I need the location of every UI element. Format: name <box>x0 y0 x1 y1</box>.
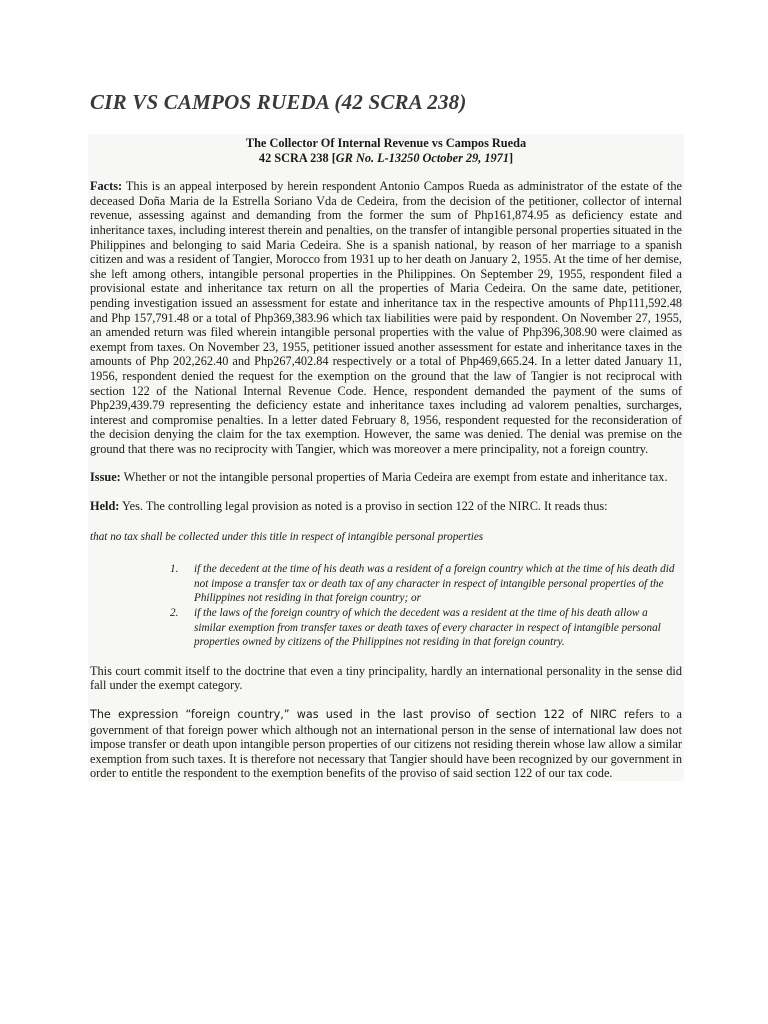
list-item <box>170 606 682 650</box>
issue-paragraph <box>90 470 682 485</box>
list-item-text: if the laws of the foreign country of which the decedent was a resident at the time of his death allow a similar exemption from transfer taxes or death taxes of every character in respect of intangible personal properties owned by citizens of the Philippines not residing in that foreign country. <box>194 607 661 649</box>
expression-rest: fers to a government of that foreign power which although not an international person in the sense of international law does not impose transfer or death upon intangible person properties of our citizens not residing therein whose law allow a similar exemption from such taxes. It is therefore not necessary that Tangier should have been recognized by our government in order to entitle the respondent to the exemption benefits of the proviso of said section 122 of our tax code. <box>90 707 683 781</box>
list-item-number: 1. <box>170 563 179 576</box>
document-title: CIR VS CAMPOS RUEDA (42 SCRA 238) <box>90 90 467 114</box>
facts-text: This is an appeal interposed by herein respondent Antonio Campos Rueda as administrator of the estate of the deceased Doña Maria de la Estrella Soriano Vda de Cedeira, from the decision of the petitioner, collector of internal revenue, assessing against and demanding from the former the sum of Php161,874.95 as deficiency estate and inheritance taxes, including interest therein and penalties, on the transfer of intangible personal properties situated in the Philippines and belonging to said Maria Cedeira. She is a spanish national, by reason of her marriage to a spanish citizen and was a resident of Tangier, Morocco from 1931 up to her death on January 2, 1955. At the time of her demise, she left among others, intangible personal properties in the Philippines. On September 29, 1955, respondent filed a provisional estate and inheritance tax return on all the properties of Maria Cedeira. On the same date, petitioner, pending investigation issued an assessment for estate and inheritance tax in the respective amounts of Php111,592.48 and Php 157,791.48 or a total of Php369,383.96 which tax liabilities were paid by respondent. On November 27, 1955, an amended return was filed wherein intangible personal properties with the value of Php396,308.90 were claimed as exempt from taxes. On November 23, 1955, petitioner issued another assessment for estate and inheritance taxes in the amounts of Php 202,262.40 and Php267,402.84 respectively or a total of Php469,665.24. In a letter dated January 11, 1956, respondent denied the request for the exemption on the ground that the law of Tangier is not reciprocal with section 122 of the National Internal Revenue Code. Hence, respondent demanded the payment of the sums of Php239,439.79 representing the deficiency estate and inheritance taxes including ad valorem penalties, surcharges, interest and compromise penalties. In a letter dated February 8, 1956, respondent requested for the reconsideration of the decision denying the claim for the tax exemption. However, the same was denied. The denial was premise on the ground that there was no reciprocity with Tangier, which was moreover a mere principality, not a foreign country. <box>90 179 682 456</box>
list-item-number: 2. <box>170 607 179 620</box>
doctrine-paragraph: This court commit itself to the doctrine that even a tiny principality, hardly an international personality in the sense did fall under the exempt category. <box>90 663 682 693</box>
case-gr-number: GR No. L-13250 October 29, 1971 <box>335 150 509 165</box>
case-name: The Collector Of Internal Revenue vs Campos Rueda <box>245 136 527 150</box>
proviso-conditions-list <box>90 562 682 650</box>
facts-label: Facts: <box>90 179 123 194</box>
expression-paragraph <box>90 707 682 781</box>
facts-paragraph <box>90 179 682 456</box>
held-paragraph <box>90 499 682 514</box>
list-item-text: if the decedent at the time of his death was a resident of a foreign country which at the time of his death did not impose a transfer tax or death tax of any character in respect of intangible personal properties of the Philippines not residing in that foreign country; or <box>194 563 675 605</box>
issue-text: Whether or not the intangible personal properties of Maria Cedeira are exempt from estate and inheritance tax. <box>123 470 668 485</box>
proviso-quote: that no tax shall be collected under this title in respect of intangible personal properties <box>90 530 484 543</box>
held-label: Held: <box>90 499 120 514</box>
held-text: Yes. The controlling legal provision as noted is a proviso in section 122 of the NIRC. It reads thus: <box>122 499 608 514</box>
case-citation: 42 SCRA 238 [GR No. L-13250 October 29, 1971] <box>258 150 514 165</box>
expression-lead: The expression “foreign country,” was used in the last proviso of section 122 of NIRC re <box>90 708 636 721</box>
list-item <box>170 562 682 606</box>
case-heading <box>90 134 682 165</box>
issue-label: Issue: <box>90 470 121 485</box>
document-body <box>88 134 684 781</box>
